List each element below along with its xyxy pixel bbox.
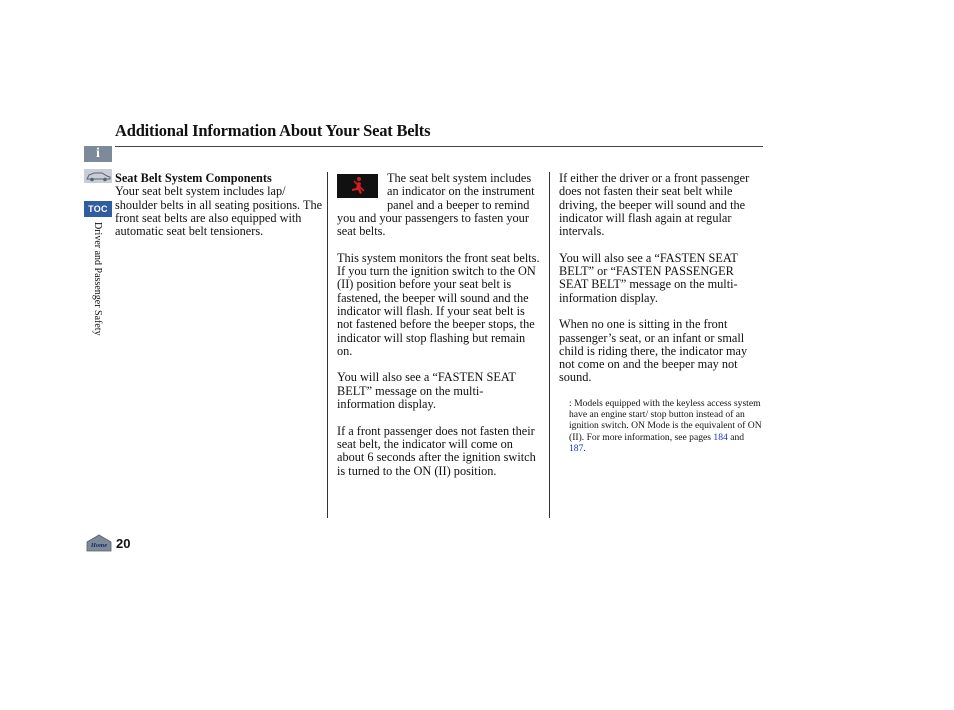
footnote-end: . <box>583 442 586 454</box>
page-link-187[interactable]: 187 <box>569 442 584 454</box>
car-icon[interactable] <box>84 169 112 183</box>
title-divider <box>115 146 763 147</box>
page-link-184[interactable]: 184 <box>713 431 728 443</box>
paragraph: If either the driver or a front passenger does not fasten their seat belt while driving, the beeper will sound and the indicator will flash again at regular intervals. <box>559 171 750 239</box>
info-icon-label: i <box>96 146 100 161</box>
toc-label: TOC <box>88 204 108 214</box>
paragraph: You will also see a “FASTEN SEAT BELT” or “FASTEN PASSENGER SEAT BELT” message on the multi-information display. <box>559 250 738 305</box>
footnote <box>569 398 763 454</box>
paragraph: When no one is sitting in the front passenger’s seat, or an infant or small child is riding there, the indicator may not come on and the beeper may not sound. <box>559 317 748 385</box>
home-label: Home <box>90 542 108 549</box>
info-icon[interactable] <box>84 146 112 162</box>
section-heading: Seat Belt System Components <box>115 171 272 185</box>
column-3 <box>559 172 763 454</box>
toc-icon[interactable] <box>84 201 112 217</box>
paragraph: If a front passenger does not fasten their seat belt, the indicator will come on about 6 seconds after the ignition switch is turned to the ON (II) position. <box>337 423 536 478</box>
page-title: Additional Information About Your Seat Belts <box>115 121 431 140</box>
paragraph: The seat belt system includes an indicator on the instrument panel and a beeper to remind you and your passengers to fasten your seat belts. <box>337 171 535 239</box>
paragraph: You will also see a “FASTEN SEAT BELT” message on the multi-information display. <box>337 370 516 412</box>
section-label: Driver and Passenger Safety <box>92 222 103 336</box>
paragraph: Your seat belt system includes lap/ shoulder belts in all seating positions. The front seat belts are also equipped with automatic seat belt tensioners. <box>115 184 323 239</box>
column-2 <box>337 172 541 491</box>
column-divider <box>549 172 550 518</box>
paragraph: This system monitors the front seat belts. If you turn the ignition switch to the ON (II) position before your seat belt is fastened, the beeper will sound and the indicator will flash. If your seat belt is not fastened before the beeper stops, the indicator will stop flashing but remain on. <box>337 250 540 358</box>
footnote-text: : Models equipped with the keyless access system have an engine start/ stop button instead of an ignition switch. ON Mode is the equivalent of ON (II). For more information, see pages <box>569 398 762 443</box>
page-number: 20 <box>116 536 131 551</box>
seat-belt-indicator-icon <box>337 174 378 198</box>
home-icon[interactable] <box>86 534 112 552</box>
footnote-and: and <box>730 431 745 443</box>
column-divider <box>327 172 328 518</box>
column-1 <box>115 172 323 252</box>
